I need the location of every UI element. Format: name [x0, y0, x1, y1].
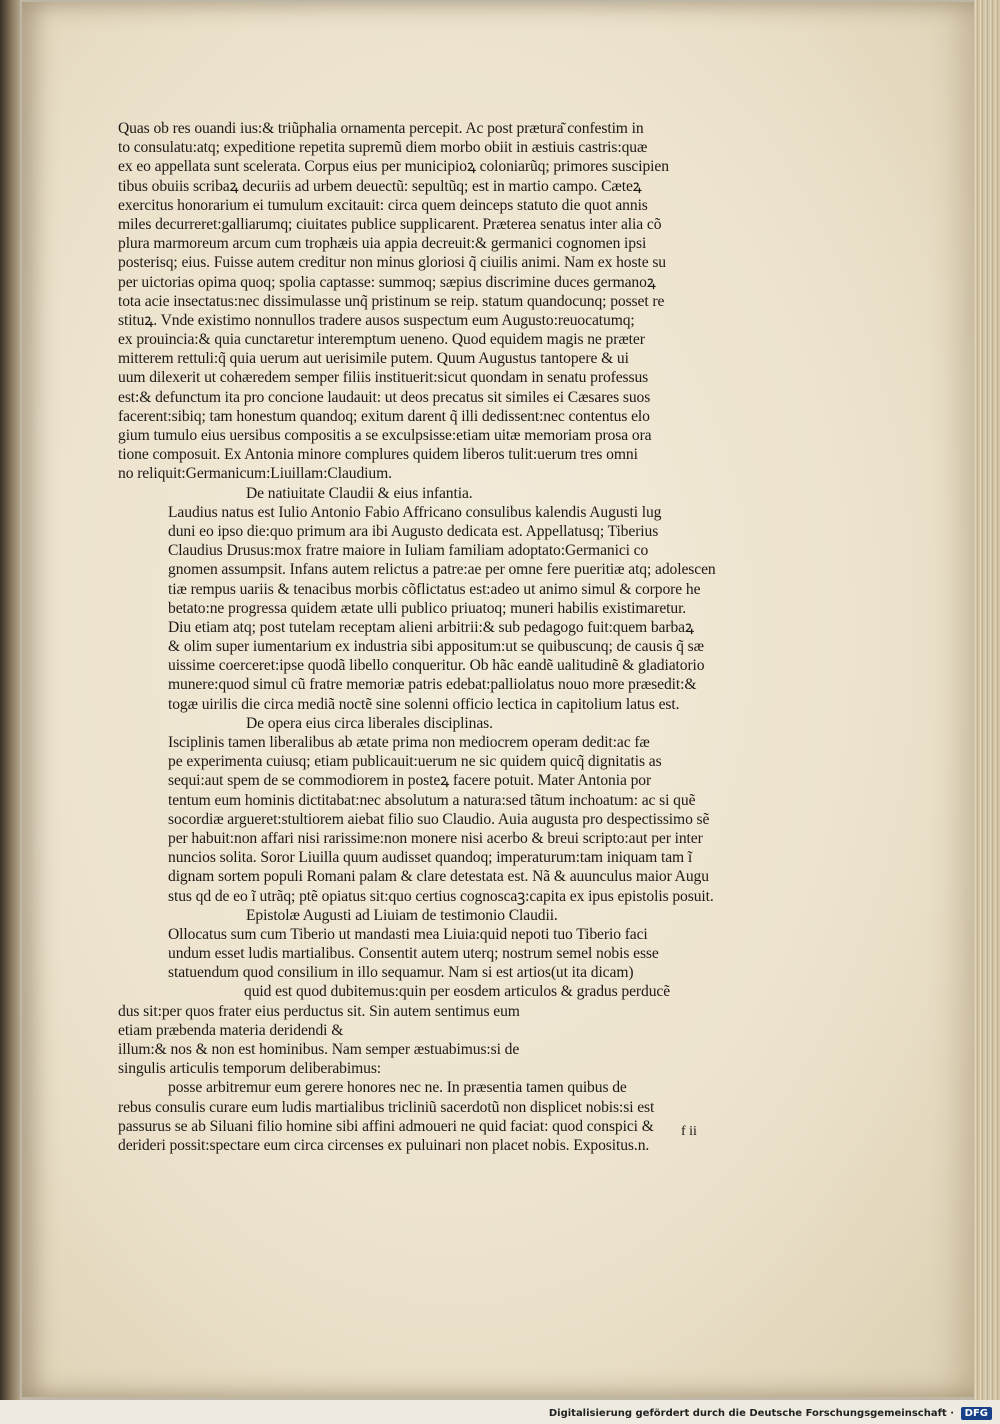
- text-line: miles decurreret:galliarumq; ciuitates publice supplicarent. Præterea senatus inter alia cõ: [118, 215, 662, 233]
- text-line: undum esset ludis martialibus. Consentit autem uterq; nostrum semel nobis esse: [168, 945, 659, 963]
- text-line: uissime coerceret:ipse quodã libello conqueritur. Ob hãc eandẽ ualitudinẽ & gladiatorio: [168, 657, 705, 675]
- text-line: dus sit:per quos frater eius perductus sit. Sin autem sentimus eum: [118, 1002, 520, 1020]
- text-line: nuncios solita. Soror Liuilla quum audisset quandoq; imperaturum:tam iniquam tam ĩ: [168, 849, 693, 867]
- footer-bar: [0, 1400, 1000, 1424]
- text-line: Claudius Drusus:mox fratre maiore in Iuliam familiam adoptato:Germanici co: [168, 542, 649, 560]
- text-line: dignam sortem populi Romani palam & clare detestata est. Nã & auunculus maior Augu: [168, 868, 709, 886]
- text-line: sequi:aut spem de se commodiorem in posteꝝ facere potuit. Mater Antonia por: [168, 772, 652, 790]
- text-line: betato:ne progressa quidem ætate ulli publico priuatoq; muneri habilis existimaretur.: [168, 599, 687, 617]
- text-line: ex eo appellata sunt scelerata. Corpus eius per municipioꝝ coloniarũq; primores suscipien: [118, 158, 669, 176]
- text-line: singulis articulis temporum deliberabimus:: [118, 1060, 382, 1078]
- text-line: facerent:sibiq; tam honestum quandoq; exitum darent q̃ illi dedissent:nec contentus elo: [118, 407, 650, 425]
- text-line: Quas ob res ouandi ius:& triũphalia ornamenta percepit. Ac post prætura͂ confestim in: [118, 120, 644, 137]
- page-text-block: [118, 119, 748, 1155]
- text-line: tione composuit. Ex Antonia minore complures quidem liberos tulit:uerum tres omni: [118, 446, 638, 464]
- text-line: tentum eum hominis dictitabat:nec absolutum a natura:sed tãtum inchoatum: ac si quẽ: [168, 791, 696, 809]
- text-line: & olim super iumentarium ex industria sibi appositum:ut se quibuscunq; de causis q̃ sæ: [168, 638, 704, 656]
- text-line: quid est quod dubitemus:quin per eosdem articulos & gradus perducẽ: [244, 983, 671, 1001]
- text-line: Laudius natus est Iulio Antonio Fabio Affricano consulibus kalendis Augusti lug: [168, 503, 662, 521]
- text-line: mitterem rettuli:q̃ quia uerum aut uerisimile putem. Quum Augustus tantopere & ui: [118, 350, 629, 368]
- folio-signature: f ii: [681, 1124, 697, 1139]
- text-line: duni eo ipso die:quo primum ara ibi Augusto dedicata est. Appellatusq; Tiberius: [168, 522, 659, 540]
- text-line: togæ uirilis die circa mediã noctẽ sine solenni officio lectica in capitolium latus est.: [168, 695, 680, 713]
- text-line: passurus se ab Siluani filio homine sibi affini admoueri ne quid faciat: quod conspici &: [118, 1117, 654, 1135]
- text-line: tiæ rempus uariis & tenacibus morbis cõflictatus est:adeo ut animo simul & corpore he: [168, 580, 701, 598]
- text-line: uum dilexerit ut cohæredem semper filiis instituerit:sicut quondam in senatu professus: [118, 369, 649, 387]
- text-line: posterisq; eius. Fuisse autem creditur non minus gloriosi q̃ ciuilis animi. Nam ex hoste su: [118, 254, 666, 272]
- text-line: munere:quod simul cũ fratre memoriæ patris edebat:palliolatus nouo more præsedit:&: [168, 676, 697, 694]
- text-line: no reliquit:Germanicum:Liuillam:Claudium.: [118, 465, 392, 483]
- text-line: stituꝝ. Vnde existimo nonnullos tradere ausos suspectum eum Augusto:reuocatumq;: [118, 311, 635, 329]
- text-line: posse arbitremur eum gerere honores nec ne. In præsentia tamen quibus de: [168, 1079, 627, 1097]
- text-line: plura marmoreum arcum cum trophæis uia appia decreuit:& germanici cognomen ipsi: [118, 235, 647, 253]
- text-line: rebus consulis curare eum ludis martialibus tricliniũ sacerdotũ non displicet nobis:si est: [118, 1098, 655, 1116]
- text-line: tota acie insectatus:nec dissimulasse unq̃ pristinum se reip. statum quandocunq; posset re: [118, 292, 665, 310]
- section-heading: De natiuitate Claudii & eius infantia.: [246, 484, 473, 502]
- dfg-logo: DFG: [961, 1407, 992, 1420]
- text-line: tibus obuiis scribaꝝ decuriis ad urbem deuectũ: sepultũq; est in martio campo. Cæteꝝ: [118, 177, 642, 195]
- page-fore-edge: [974, 0, 1000, 1405]
- text-line: ex prouincia:& quia cunctaretur interemptum ueneno. Quod equidem magis ne præter: [118, 331, 645, 349]
- text-line: illum:& nos & non est hominibus. Nam semper æstuabimus:si de: [118, 1041, 520, 1058]
- text-line: socordiæ argueret:stultiorem aiebat filio suo Claudio. Auia augusta pro despectissimo sẽ: [168, 810, 710, 828]
- binding-edge: [0, 0, 20, 1400]
- text-line: statuendum quod consilium in illo sequamur. Nam si est artios(ut ita dicam): [168, 964, 634, 982]
- text-line: gium tumulo eius uersibus compositis a se exculpsisse:etiam uitæ memoriam prosa ora: [118, 427, 652, 444]
- text-line: Ollocatus sum cum Tiberio ut mandasti mea Liuia:quid nepoti tuo Tiberio faci: [168, 925, 648, 943]
- text-line: Isciplinis tamen liberalibus ab ætate prima non mediocrem operam dedit:ac fæ: [168, 734, 650, 751]
- section-heading: De opera eius circa liberales disciplinas.: [246, 714, 493, 732]
- text-line: stus qd de eo ĩ utrãq; ptẽ opiatus sit:quo certius cognoscaꝫ:capita ex ipus epistolis posuit.: [168, 887, 714, 905]
- text-line: derideri possit:spectare eum circa circenses ex puluinari non placet nobis. Expositus.n.: [118, 1136, 650, 1154]
- text-line: per uictorias opima quoq; spolia captasse: summoq; sæpius discrimine duces germanoꝝ: [118, 273, 656, 291]
- text-line: est:& defunctum ita pro concione laudauit: ut deos precatus sit similes ei Cæsares suos: [118, 388, 651, 406]
- text-line: gnomen assumpsit. Infans autem relictus a patre:ae per omne fere pueritiæ atq; adolescen: [168, 561, 716, 579]
- text-line: exercitus honorarium ei tumulum excitauit: circa quem deinceps statuto die quot annis: [118, 196, 648, 214]
- text-line: per habuit:non affari nisi rarissime:non monere nisi acerbo & breui scripto:aut per inter: [168, 829, 703, 847]
- section-heading: Epistolæ Augusti ad Liuiam de testimonio Claudii.: [246, 906, 558, 924]
- text-line: etiam præbenda materia deridendi &: [118, 1021, 344, 1039]
- text-line: to consulatu:atq; expeditione repetita supremũ diem morbo obiit in æstiuis castris:quæ: [118, 139, 648, 157]
- footer-credit: Digitalisierung gefördert durch die Deutsche Forschungsgemeinschaft ·: [548, 1408, 954, 1419]
- text-line: Diu etiam atq; post tutelam receptam alieni arbitrii:& sub pedagogo fuit:quem barbaꝝ: [168, 618, 694, 636]
- text-line: pe experimenta cuiusq; etiam publicauit:uerum ne sic quidem quicq̃ dignitatis as: [168, 753, 662, 771]
